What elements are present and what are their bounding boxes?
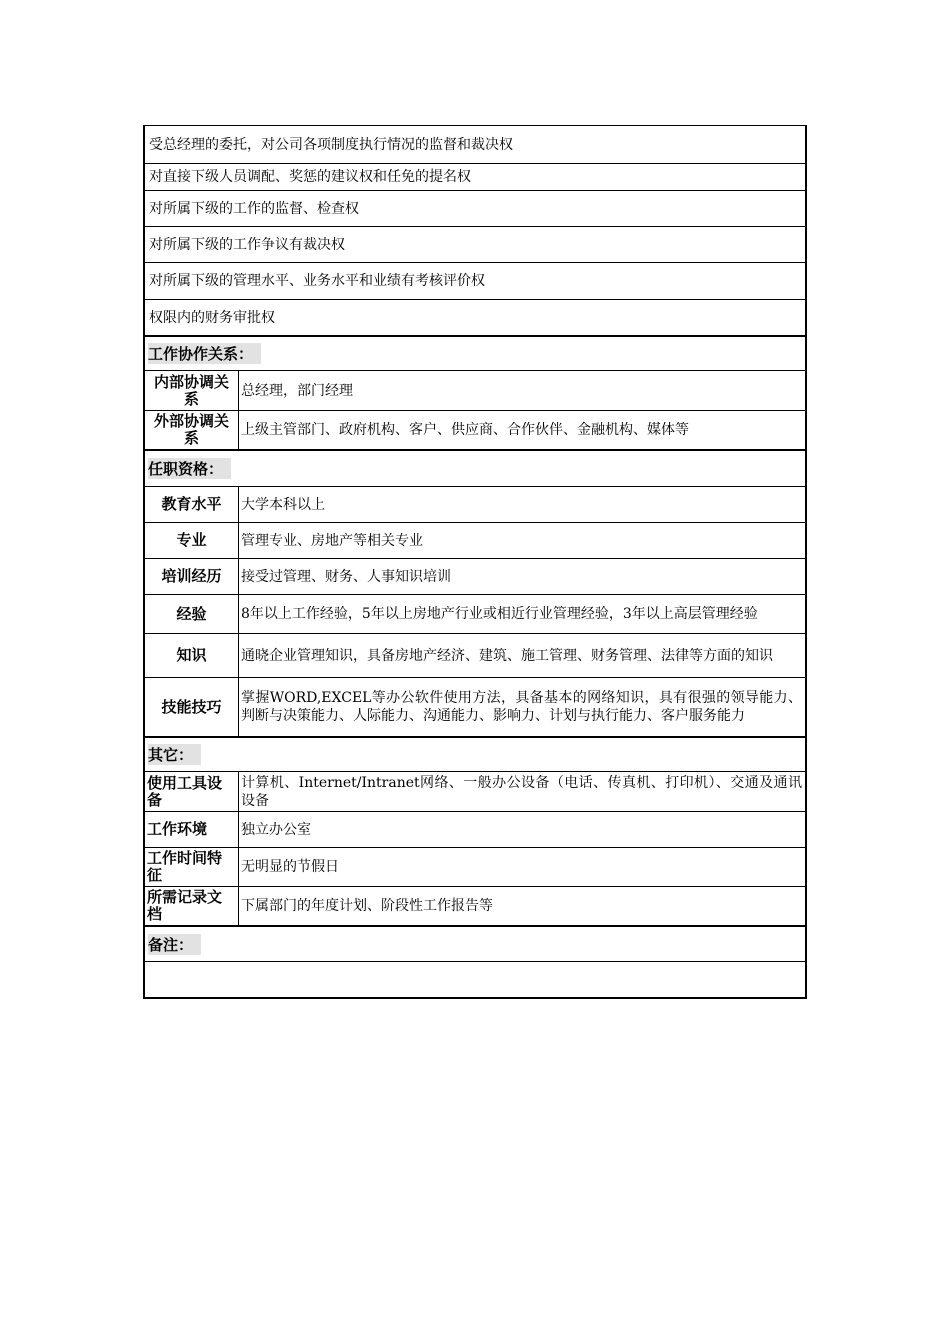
skills-row — [143, 678, 807, 738]
education-row — [143, 487, 807, 523]
internal-coordination-label: 内部协调关系 — [145, 371, 239, 410]
section-title: 工作协作关系： — [148, 343, 261, 364]
knowledge-label: 知识 — [145, 634, 239, 677]
authority-item: 对所属下级的工作争议有裁决权 — [149, 236, 345, 253]
major-label: 专业 — [145, 523, 239, 558]
section-header-collaboration — [143, 337, 807, 371]
section-title: 其它： — [148, 744, 201, 765]
experience-value: 8年以上工作经验，5年以上房地产行业或相近行业管理经验，3年以上高层管理经验 — [241, 606, 758, 622]
authority-row — [143, 191, 807, 227]
training-label: 培训经历 — [145, 559, 239, 594]
environment-value: 独立办公室 — [241, 821, 311, 838]
skills-label: 技能技巧 — [145, 678, 239, 736]
experience-row — [143, 595, 807, 634]
internal-coordination-value: 总经理，部门经理 — [241, 382, 353, 399]
knowledge-row — [143, 634, 807, 678]
internal-coordination-row — [143, 371, 807, 411]
section-header-remarks — [143, 927, 807, 962]
remarks-value — [145, 962, 805, 997]
schedule-row — [143, 848, 807, 887]
authority-item: 权限内的财务审批权 — [149, 309, 275, 326]
section-header-qualifications — [143, 451, 807, 487]
authority-item: 对直接下级人员调配、奖惩的建议权和任免的提名权 — [149, 169, 471, 185]
knowledge-value: 通晓企业管理知识，具备房地产经济、建筑、施工管理、财务管理、法律等方面的知识 — [241, 647, 773, 664]
tools-value: 计算机、Internet/Intranet网络、一般办公设备（电话、传真机、打印机）、交通及通讯设备 — [241, 774, 802, 809]
section-title: 任职资格： — [148, 458, 231, 479]
education-label: 教育水平 — [145, 487, 239, 522]
records-row — [143, 887, 807, 927]
authority-row — [143, 164, 807, 191]
training-value: 接受过管理、财务、人事知识培训 — [241, 568, 451, 585]
authority-row — [143, 125, 807, 164]
major-row — [143, 523, 807, 559]
tools-label: 使用工具设备 — [145, 772, 239, 811]
training-row — [143, 559, 807, 595]
authority-row — [143, 263, 807, 300]
tools-row — [143, 772, 807, 812]
education-value: 大学本科以上 — [241, 496, 325, 513]
skills-value: 掌握WORD,EXCEL等办公软件使用方法，具备基本的网络知识，具有很强的领导能力、判断与决策能力、人际能力、沟通能力、影响力、计划与执行能力、客户服务能力 — [241, 690, 802, 724]
authority-item: 对所属下级的工作的监督、检查权 — [149, 200, 359, 217]
records-value: 下属部门的年度计划、阶段性工作报告等 — [241, 898, 493, 914]
external-coordination-label: 外部协调关系 — [145, 411, 239, 449]
major-value: 管理专业、房地产等相关专业 — [241, 532, 423, 549]
authority-row — [143, 227, 807, 263]
section-header-other — [143, 738, 807, 772]
environment-label: 工作环境 — [145, 812, 239, 847]
authority-item: 对所属下级的管理水平、业务水平和业绩有考核评价权 — [149, 273, 485, 289]
schedule-value: 无明显的节假日 — [241, 859, 339, 875]
schedule-label: 工作时间特征 — [145, 848, 239, 886]
job-description-table — [143, 125, 807, 999]
section-title: 备注： — [148, 934, 201, 955]
authority-item: 受总经理的委托，对公司各项制度执行情况的监督和裁决权 — [149, 136, 513, 153]
external-coordination-value: 上级主管部门、政府机构、客户、供应商、合作伙伴、金融机构、媒体等 — [241, 422, 689, 438]
experience-label: 经验 — [145, 595, 239, 633]
authority-row — [143, 300, 807, 337]
external-coordination-row — [143, 411, 807, 451]
records-label: 所需记录文档 — [145, 887, 239, 925]
environment-row — [143, 812, 807, 848]
remarks-row — [143, 962, 807, 999]
